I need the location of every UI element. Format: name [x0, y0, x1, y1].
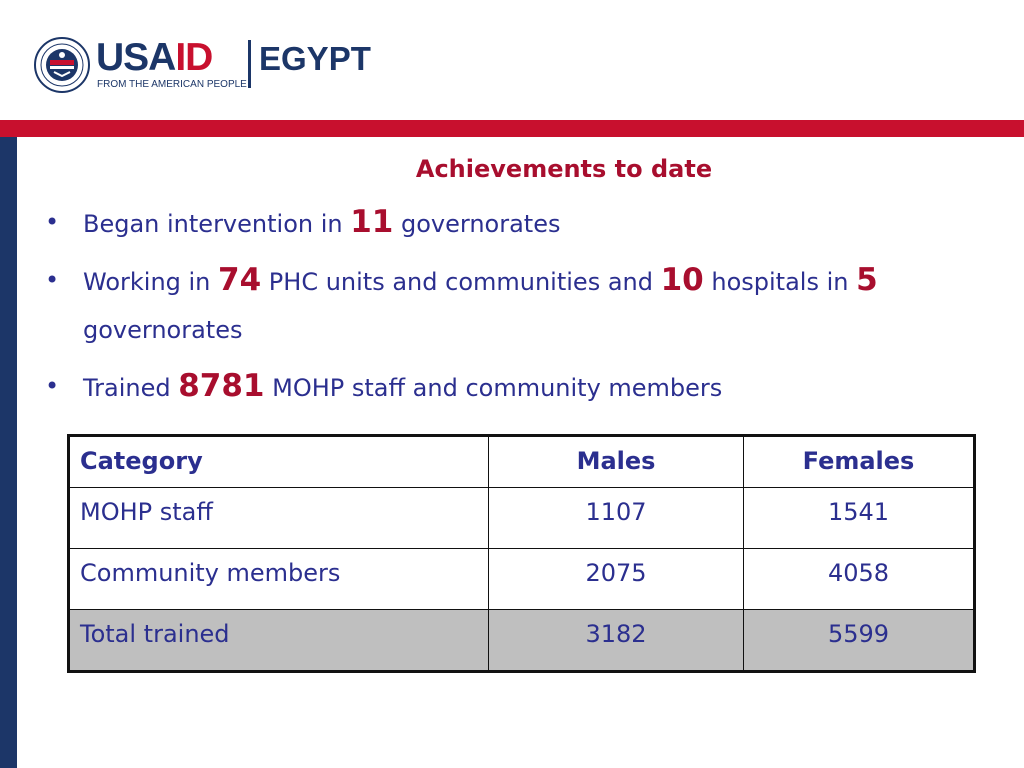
table-cell-females: 4058	[744, 549, 975, 610]
bullet-item: • Began intervention in 11 governorates	[45, 198, 1005, 248]
bullet-item: • Working in 74 PHC units and communities and 10 hospitals in 5 governorates	[45, 256, 1005, 354]
table-row	[69, 549, 975, 610]
left-navy-bar	[0, 137, 17, 768]
logo-country: EGYPT	[259, 40, 371, 77]
table-cell-category: MOHP staff	[69, 488, 489, 549]
bullet-dot: •	[45, 208, 60, 236]
bullet-dot: •	[45, 372, 60, 400]
header-red-band	[0, 120, 1024, 137]
logo-tagline: FROM THE AMERICAN PEOPLE	[97, 79, 247, 90]
table-cell-males: 3182	[489, 610, 744, 672]
table-cell-category: Total trained	[69, 610, 489, 672]
table-cell-females: 5599	[744, 610, 975, 672]
header-category: Category	[69, 436, 489, 488]
usaid-seal-icon	[33, 36, 91, 94]
table-cell-females: 1541	[744, 488, 975, 549]
usaid-wordmark: USAID	[96, 36, 213, 79]
bullet-dot: •	[45, 266, 60, 294]
table-total-row	[69, 610, 975, 672]
logo-divider	[248, 40, 251, 88]
bullet-list	[45, 198, 1005, 420]
table-cell-males: 1107	[489, 488, 744, 549]
header-females: Females	[744, 436, 975, 488]
slide-title: Achievements to date	[415, 155, 713, 183]
table-row	[69, 488, 975, 549]
table-cell-category: Community members	[69, 549, 489, 610]
table-cell-males: 2075	[489, 549, 744, 610]
bullet-item: • Trained 8781 MOHP staff and community members	[45, 362, 1005, 412]
table-header-row	[69, 436, 975, 488]
header-males: Males	[489, 436, 744, 488]
training-table	[67, 434, 976, 673]
